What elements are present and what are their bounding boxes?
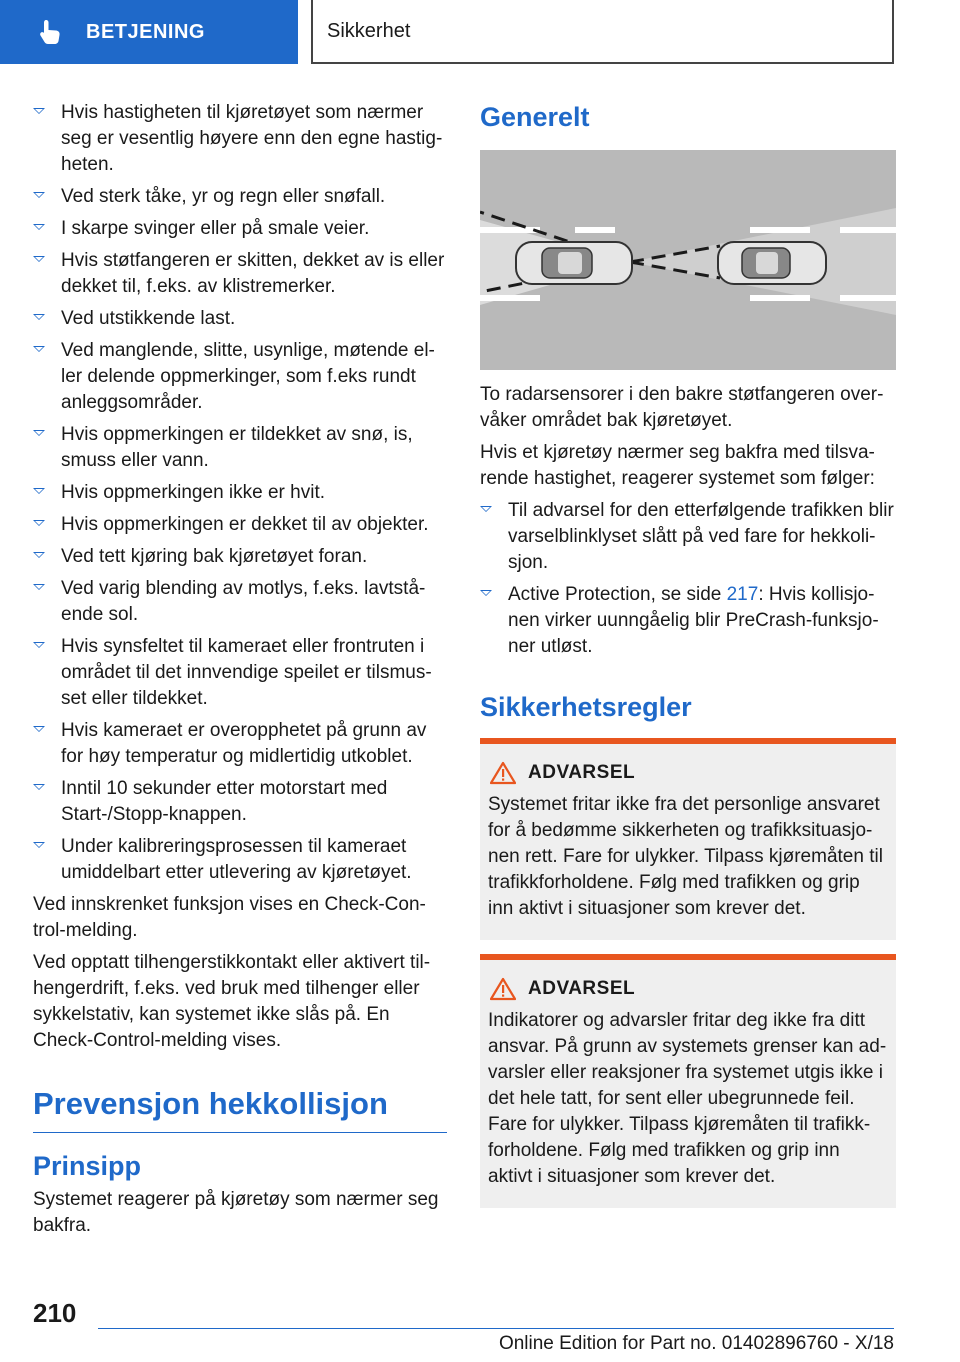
triangle-bullet-icon — [33, 488, 45, 494]
warning-title: ADVARSEL — [528, 762, 636, 783]
subheading: Prinsipp — [33, 1151, 142, 1181]
page-number: 210 — [33, 1298, 77, 1328]
list-item — [33, 718, 447, 770]
list-item-text: Til advarsel for den etterfølgende trafikken blir varselblinklyset slått på ved fare for hekkoli-sjon. — [508, 500, 894, 573]
list-item — [33, 338, 447, 416]
list-item — [33, 216, 447, 242]
list-item — [33, 184, 447, 210]
right-column — [480, 100, 896, 1208]
section-header — [311, 0, 894, 64]
triangle-bullet-icon — [33, 430, 45, 436]
warning-box — [480, 954, 896, 1208]
list-item-text: Hvis hastigheten til kjøretøyet som nærmer seg er vesentlig høyere enn den egne hastig-heten. — [61, 102, 443, 175]
page-reference-link[interactable]: 217 — [726, 584, 759, 605]
triangle-bullet-icon — [33, 726, 45, 732]
approaching-car-icon — [516, 242, 632, 284]
triangle-bullet-icon — [33, 108, 45, 114]
list-item-text: Hvis kameraet er overopphetet på grunn av for høy temperatur og midlertidig utkoblet. — [61, 720, 427, 767]
triangle-bullet-icon — [33, 346, 45, 352]
list-item — [480, 582, 896, 660]
triangle-bullet-icon — [480, 590, 492, 596]
list-item-text: Ved varig blending av motlys, f.eks. lavtstå-ende sol. — [61, 578, 426, 625]
triangle-bullet-icon — [480, 506, 492, 512]
warning-text: Systemet fritar ikke fra det personlige ansvaret for å bedømme sikkerheten og trafikksituasjo-nen rett. Fare for ulykker. Tilpass kjøremåten til trafikkforholdene. Følg med trafikken og grip inn aktivt i situasjoner som krever det. — [488, 794, 883, 919]
list-item-text: Hvis oppmerkingen ikke er hvit. — [61, 482, 325, 503]
hand-pointer-icon — [36, 17, 66, 47]
list-item — [33, 634, 447, 712]
list-item-text: I skarpe svinger eller på smale veier. — [61, 218, 370, 239]
paragraph: Ved innskrenket funksjon vises en Check-Con-trol-melding. — [33, 894, 426, 941]
triangle-bullet-icon — [33, 842, 45, 848]
list-item — [480, 498, 896, 576]
triangle-bullet-icon — [33, 520, 45, 526]
chapter-tab[interactable] — [0, 0, 298, 64]
section-title: Sikkerhet — [327, 19, 411, 42]
rear-radar-illustration — [480, 150, 896, 370]
paragraph: Systemet reagerer på kjøretøy som nærmer seg bakfra. — [33, 1189, 439, 1236]
list-item-text: Hvis oppmerkingen er tildekket av snø, is, smuss eller vann. — [61, 424, 413, 471]
warning-text: Indikatorer og advarsler fritar deg ikke fra ditt ansvar. På grunn av systemets grenser kan ad-varsler eller reaksjoner fra systemet utgis ikke i det hele tatt, for sent eller ubegrunnede feil. Fare for ulykker. Tilpass kjøremåten til trafikk-forholdene. Følg med trafikken og grip inn aktivt i situasjoner som krever det. — [488, 1010, 887, 1187]
list-item — [33, 776, 447, 828]
list-item-text: Hvis oppmerkingen er dekket til av objekter. — [61, 514, 429, 535]
list-item — [33, 422, 447, 474]
left-column — [33, 100, 447, 1245]
list-item — [33, 544, 447, 570]
paragraph: Ved opptatt tilhengerstikkontakt eller aktivert til-hengerdrift, f.eks. ved bruk med tilhenger eller sykkelstativ, kan systemet ikke slås på. En Check-Control-melding vises. — [33, 952, 431, 1051]
subheading: Generelt — [480, 102, 590, 132]
list-item-text: : Hvis kollisjo-nen virker uunngåelig blir PreCrash-funksjo-ner utløst. — [508, 584, 879, 657]
list-item-text: Under kalibreringsprosessen til kameraet umiddelbart etter utlevering av kjøretøyet. — [61, 836, 412, 883]
warning-triangle-icon — [490, 761, 516, 785]
list-item-text: Ved sterk tåke, yr og regn eller snøfall. — [61, 186, 386, 207]
list-item — [33, 100, 447, 178]
paragraph: Hvis et kjøretøy nærmer seg bakfra med tilsva-rende hastighet, reagerer systemet som følger: — [480, 442, 875, 489]
list-item — [33, 512, 447, 538]
list-item — [33, 480, 447, 506]
list-item-text: Hvis støtfangeren er skitten, dekket av is eller dekket til, f.eks. av klistremerker. — [61, 250, 445, 297]
warning-title: ADVARSEL — [528, 978, 636, 999]
list-item-text: Hvis synsfeltet til kameraet eller frontruten i området til det innvendige speilet er tilsmus-set eller tildekket. — [61, 636, 432, 709]
limitations-list — [33, 100, 447, 886]
list-item-text: Active Protection, se side — [508, 584, 727, 605]
subheading: Sikkerhetsregler — [480, 692, 692, 722]
triangle-bullet-icon — [33, 584, 45, 590]
warning-triangle-icon — [490, 977, 516, 1001]
own-car-icon — [718, 242, 826, 284]
triangle-bullet-icon — [33, 314, 45, 320]
list-item — [33, 306, 447, 332]
triangle-bullet-icon — [33, 642, 45, 648]
paragraph: To radarsensorer i den bakre støtfangeren over-våker området bak kjøretøyet. — [480, 384, 884, 431]
triangle-bullet-icon — [33, 256, 45, 262]
reaction-list — [480, 498, 896, 660]
chapter-heading: Prevensjon hekkollisjon — [33, 1084, 447, 1133]
triangle-bullet-icon — [33, 224, 45, 230]
triangle-bullet-icon — [33, 784, 45, 790]
chapter-label: BETJENING — [86, 20, 205, 43]
triangle-bullet-icon — [33, 552, 45, 558]
radar-diagram — [480, 150, 896, 370]
list-item — [33, 834, 447, 886]
list-item-text: Ved tett kjøring bak kjøretøyet foran. — [61, 546, 368, 567]
list-item — [33, 248, 447, 300]
list-item-text: Ved utstikkende last. — [61, 308, 236, 329]
triangle-bullet-icon — [33, 192, 45, 198]
warning-box — [480, 738, 896, 940]
footer-divider — [98, 1328, 894, 1329]
edition-text: Online Edition for Part no. 01402896760 - X/18 — [498, 1333, 894, 1354]
list-item-text: Ved manglende, slitte, usynlige, møtende el-ler delende oppmerkinger, som f.eks rundt anleggsområder. — [61, 340, 435, 413]
list-item — [33, 576, 447, 628]
list-item-text: Inntil 10 sekunder etter motorstart med Start-/Stopp-knappen. — [61, 778, 388, 825]
